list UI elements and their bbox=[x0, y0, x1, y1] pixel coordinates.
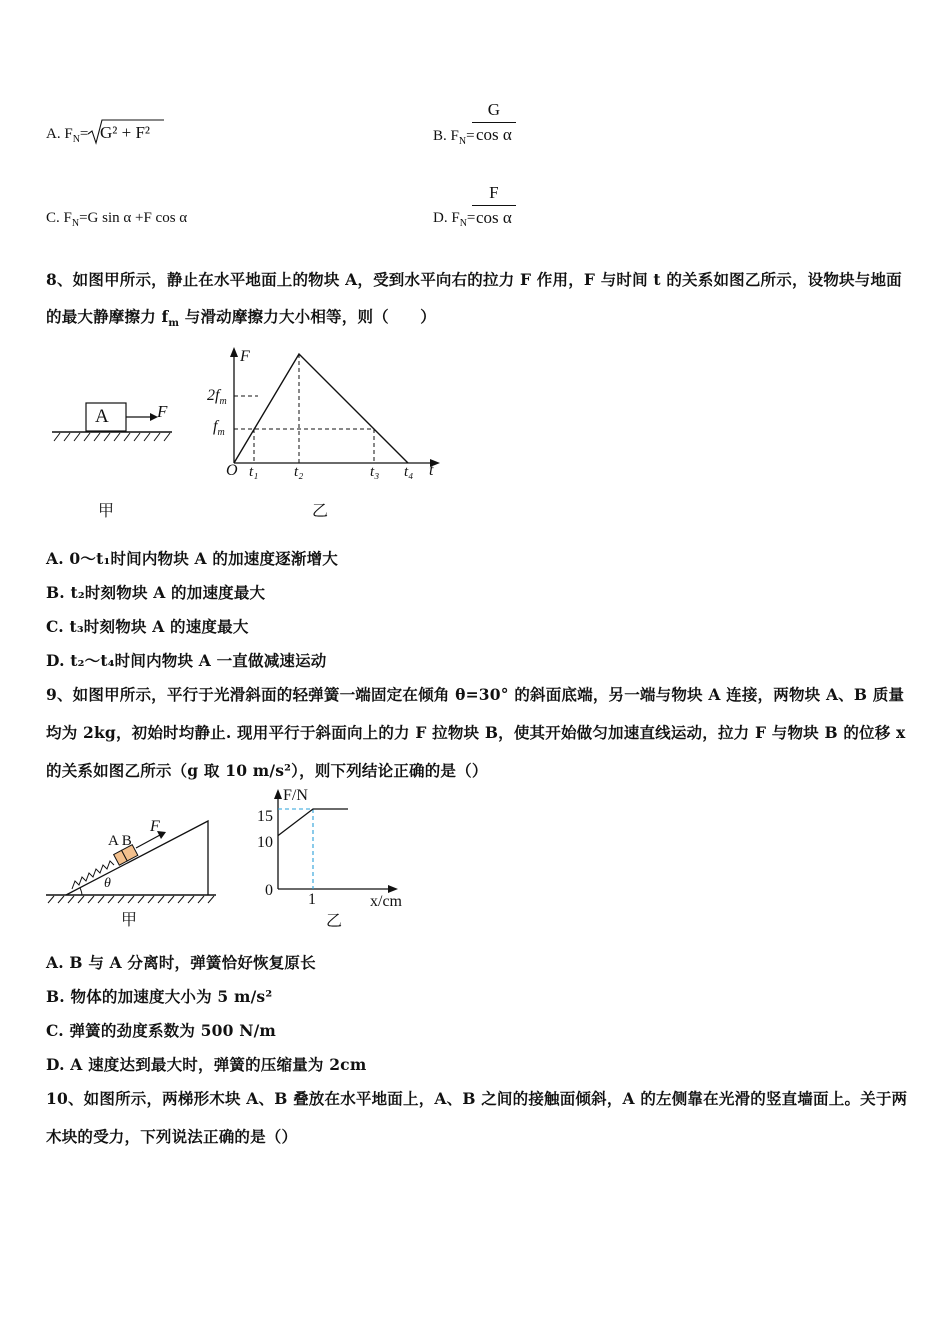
q7-b-denominator: cos α bbox=[476, 125, 512, 144]
q7-c-prefix: C. F bbox=[46, 210, 72, 226]
q8-fig-jia-label: 甲 bbox=[98, 501, 115, 520]
q7-d-denominator: cos α bbox=[476, 208, 512, 227]
q9-stem-line2: 均为 2kg，初始时均静止. 现用平行于斜面向上的力 F 拉物块 B，使其开始做匀加速直线运动，拉力 F 与物块 B 的位移 x bbox=[46, 723, 906, 742]
q8-fig-yi-label: 乙 bbox=[312, 501, 329, 520]
q7-option-d bbox=[433, 210, 475, 229]
q7-b-eq: = bbox=[466, 128, 475, 144]
q10-stem-line2: 木块的受力，下列说法正确的是（） bbox=[46, 1127, 298, 1146]
q9-option-a: A. B 与 A 分离时，弹簧恰好恢复原长 bbox=[46, 953, 316, 972]
q9-option-b: B. 物体的加速度大小为 5 m/s² bbox=[46, 987, 273, 1006]
q8-y-2fm-text: 2f bbox=[207, 387, 220, 404]
q9-option-d: D. A 速度达到最大时，弹簧的压缩量为 2cm bbox=[46, 1055, 367, 1074]
q8-y-fm bbox=[213, 418, 225, 438]
q8-tick-t4: t₄ bbox=[404, 464, 414, 480]
q9-label-f: F bbox=[150, 818, 160, 835]
q9-figure-jia bbox=[44, 815, 224, 910]
q7-option-a bbox=[46, 126, 88, 145]
q7-d-sub: N bbox=[459, 218, 467, 229]
q9-axis-y-label: F/N bbox=[283, 787, 308, 804]
q9-y-tick-0: 0 bbox=[265, 882, 273, 899]
q8-stem-line1: 8、如图甲所示，静止在水平地面上的物块 A，受到水平向右的拉力 F 作用，F 与时间 t 的关系如图乙所示，设物块与地面 bbox=[46, 270, 902, 289]
q8-axis-f: F bbox=[240, 348, 250, 365]
q9-label-theta: θ bbox=[104, 876, 111, 891]
q8-stem-sub: m bbox=[168, 318, 180, 330]
q8-force-label: F bbox=[157, 402, 168, 421]
q8-tick-t1: t₁ bbox=[249, 464, 259, 480]
q8-axis-t: t bbox=[429, 462, 434, 479]
q8-y-2fm-sub: m bbox=[219, 396, 227, 408]
q9-axis-x-label: x/cm bbox=[370, 893, 402, 910]
q8-option-c: C. t₃时刻物块 A 的速度最大 bbox=[46, 617, 249, 636]
q7-a-eq: = bbox=[79, 126, 89, 142]
q7-d-eq: = bbox=[466, 210, 476, 226]
q9-option-c: C. 弹簧的劲度系数为 500 N/m bbox=[46, 1021, 277, 1040]
q7-option-b bbox=[433, 128, 475, 147]
q7-b-prefix: B. F bbox=[433, 128, 459, 144]
q8-option-d: D. t₂～t₄时间内物块 A 一直做减速运动 bbox=[46, 651, 327, 670]
q10-stem-line1: 10、如图所示，两梯形木块 A、B 叠放在水平地面上，A、B 之间的接触面倾斜，A 的左侧靠在光滑的竖直墙面上。关于两 bbox=[46, 1089, 908, 1108]
q9-chart bbox=[250, 785, 420, 910]
fraction-bar bbox=[472, 122, 516, 123]
q7-b-sub: N bbox=[458, 136, 467, 147]
q9-stem-line1: 9、如图甲所示，平行于光滑斜面的轻弹簧一端固定在倾角 θ=30° 的斜面底端，另一端与物块 A 连接，两物块 A、B 质量 bbox=[46, 685, 905, 704]
q8-block-label: A bbox=[95, 406, 109, 427]
q8-origin: O bbox=[226, 462, 238, 479]
q8-stem-rest: 与滑动摩擦力大小相等，则（ ） bbox=[179, 307, 436, 326]
q8-y-fm-sub: m bbox=[217, 427, 225, 439]
q8-stem-line2 bbox=[46, 305, 436, 329]
q7-a-sub: N bbox=[72, 134, 80, 145]
q9-label-ab: A B bbox=[108, 833, 132, 849]
q7-b-fraction bbox=[472, 100, 516, 145]
q7-b-numerator: G bbox=[487, 100, 501, 119]
q9-x-tick-1: 1 bbox=[308, 891, 316, 908]
q8-option-b: B. t₂时刻物块 A 的加速度最大 bbox=[46, 583, 266, 602]
q8-y-fm-text: f bbox=[213, 418, 218, 435]
q9-y-tick-15: 15 bbox=[257, 808, 273, 825]
q7-c-rest: =G sin α +F cos α bbox=[79, 210, 188, 226]
q7-c-sub: N bbox=[71, 218, 80, 229]
q9-fig-jia-label: 甲 bbox=[121, 910, 138, 929]
q8-tick-t3: t₃ bbox=[370, 464, 380, 480]
q7-d-numerator: F bbox=[489, 183, 499, 202]
q8-option-a: A. 0～t₁时间内物块 A 的加速度逐渐增大 bbox=[46, 549, 338, 568]
q8-stem-text: 的最大静摩擦力 f bbox=[46, 307, 169, 326]
q7-a-prefix: A. F bbox=[46, 126, 73, 142]
q9-fig-yi-label: 乙 bbox=[326, 911, 343, 930]
q7-a-expr: G² + F² bbox=[100, 123, 151, 142]
q7-d-prefix: D. F bbox=[433, 210, 460, 226]
fraction-bar bbox=[472, 205, 516, 206]
q7-d-fraction bbox=[472, 183, 516, 228]
q9-stem-line3: 的关系如图乙所示（g 取 10 m/s²），则下列结论正确的是（） bbox=[46, 761, 488, 780]
q9-chart-y-arrow bbox=[274, 789, 282, 799]
q7-option-c bbox=[46, 210, 187, 229]
q8-tick-t2: t₂ bbox=[294, 464, 304, 480]
q9-y-tick-10: 10 bbox=[257, 834, 273, 851]
q8-y-2fm bbox=[207, 387, 227, 407]
q9-chart-x-arrow bbox=[388, 885, 398, 893]
